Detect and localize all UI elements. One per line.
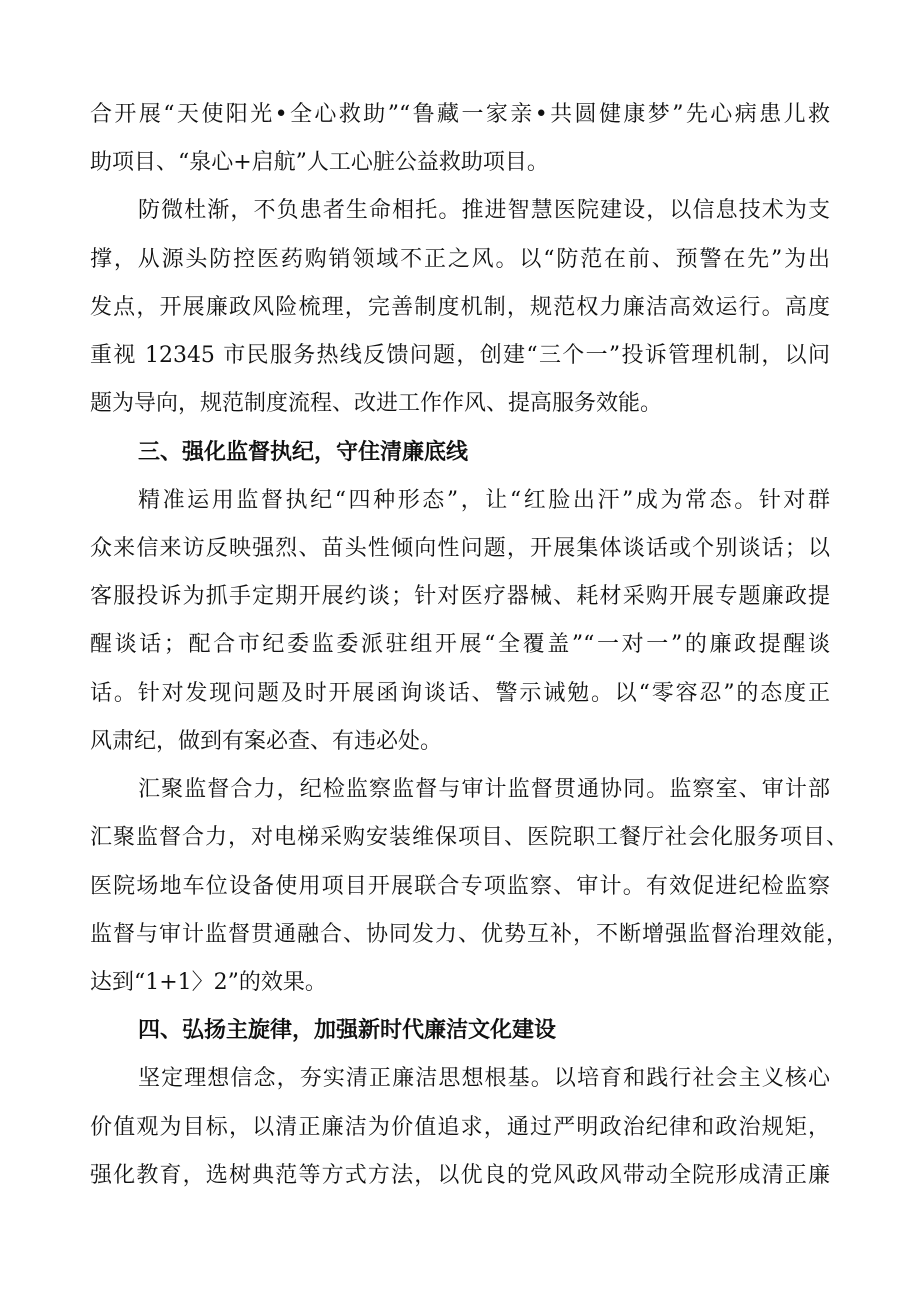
text-line: 汇聚监督合力，对电梯采购安装维保项目、医院职工餐厅社会化服务项目、: [90, 825, 848, 851]
body-paragraph: [90, 477, 830, 766]
text-line: 发点，开展廉政风险梳理，完善制度机制，规范权力廉洁高效运行。高度: [90, 294, 830, 320]
text-line: 精准运用监督执纪“四种形态”，让“红脸出汗”成为常态。针对群: [138, 487, 830, 513]
body-paragraph: [90, 1055, 830, 1200]
text-line: 医院场地车位设备使用项目开展联合专项监察、审计。有效促进纪检监察: [90, 873, 830, 899]
body-paragraph: [90, 766, 848, 1007]
text-line: 醒谈话；配合市纪委监委派驻组开展“全覆盖”“一对一”的廉政提醒谈: [90, 632, 830, 658]
text-line: 达到“1+1〉2”的效果。: [90, 969, 327, 995]
text-line: 监督与审计监督贯通融合、协同发力、优势互补，不断增强监督治理效能，: [90, 921, 848, 947]
text-line: 价值观为目标，以清正廉洁为价值追求，通过严明政治纪律和政治规矩，: [90, 1114, 830, 1140]
section-heading: 四、弘扬主旋律，加强新时代廉洁文化建设: [138, 1018, 557, 1044]
text-line: 重视 12345 市民服务热线反馈问题，创建“三个一”投诉管理机制，以问: [90, 343, 830, 369]
text-line: 坚定理想信念，夯实清正廉洁思想根基。以培育和践行社会主义核心: [138, 1066, 830, 1092]
text-line: 客服投诉为抓手定期开展约谈；针对医疗器械、耗材采购开展专题廉政提: [90, 584, 830, 610]
text-line: 合开展“天使阳光•全心救助”“鲁藏一家亲•共圆健康梦”先心病患儿救: [90, 102, 830, 127]
document-page: [90, 91, 848, 1200]
text-line: 撑，从源头防控医药购销领域不正之风。以“防范在前、预警在先”为出: [90, 246, 830, 272]
text-line: 强化教育，选树典范等方式方法，以优良的党风政风带动全院形成清正廉: [90, 1162, 830, 1188]
text-line: 防微杜渐，不负患者生命相托。推进智慧医院建设，以信息技术为支: [138, 198, 830, 224]
text-line: 助项目、“泉心+启航”人工心脏公益救助项目。: [90, 150, 549, 176]
text-line: 风肃纪，做到有案必查、有违必处。: [90, 728, 443, 754]
text-line: 众来信来访反映强烈、苗头性倾向性问题，开展集体谈话或个别谈话；以: [90, 535, 830, 561]
body-paragraph: [90, 91, 830, 187]
body-paragraph: [90, 187, 830, 428]
text-line: 题为导向，规范制度流程、改进工作作风、提高服务效能。: [90, 391, 663, 417]
section-heading: 三、强化监督执纪，守住清廉底线: [138, 439, 469, 465]
text-line: 汇聚监督合力，纪检监察监督与审计监督贯通协同。监察室、审计部: [138, 777, 830, 803]
text-line: 话。针对发现问题及时开展函询谈话、警示诫勉。以“零容忍”的态度正: [90, 680, 830, 706]
